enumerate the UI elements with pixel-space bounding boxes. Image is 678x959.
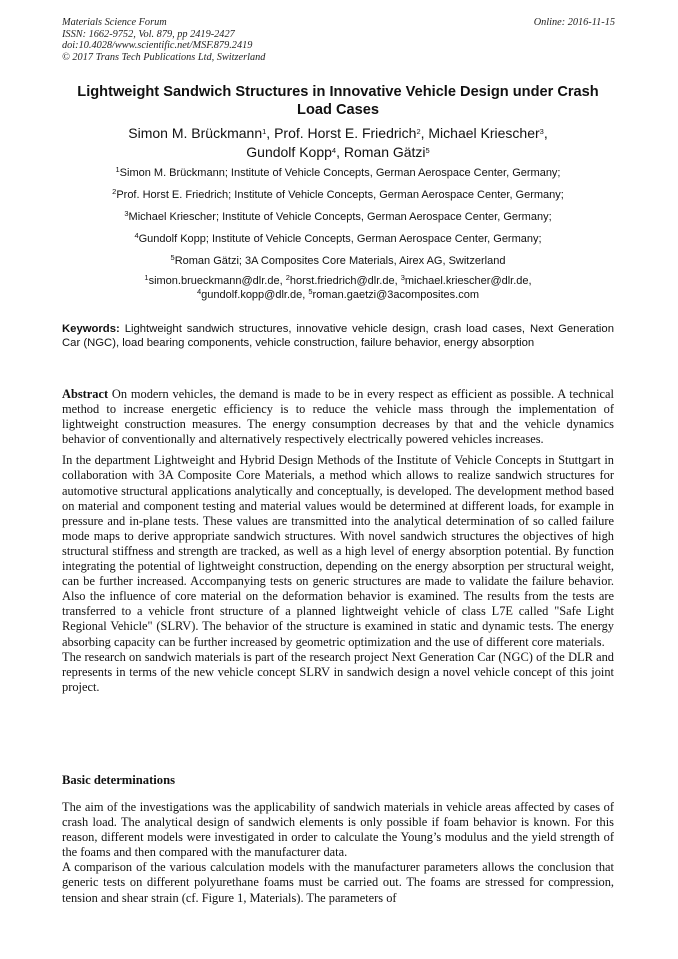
- doi-link[interactable]: doi:10.4028/www.scientific.net/MSF.879.2419: [62, 40, 253, 52]
- author-name: Roman Gätzi: [343, 144, 426, 160]
- affiliation-sup: 2: [112, 186, 117, 196]
- email-sup: 1: [144, 273, 149, 283]
- author-name: Prof. Horst E. Friedrich: [274, 125, 417, 141]
- affiliation: [62, 166, 614, 188]
- email-sup: 5: [308, 286, 313, 296]
- abstract-paragraph: In the department Lightweight and Hybrid Design Methods of the Institute of Vehicle Concepts in Stuttgart in collaboration with 3A Composite Core Materials, a method which allows to realize sandwich structures for automotive structural applications analytically and conceptually, is developed. The development method based on material and component testing and material values would be determined at different loads, for example in pressure and in-plane tests. These values are transmitted into the analytical determination of so called failure mode maps to derive appropriate sandwich structures. With novel sandwich structures the objectives of high structural stiffness and strength are tracked, as well as a high level of energy absorption potential. By function integrating the potential of lightweight construction, depending on the energy absorption per structural weight, can be further increased. Accompanying tests on generic structures are made to validate the failure behavior. Also the influence of core material on the deformation behavior is examined. The results from the tests are transferred to a vehicle front structure of a planned lightweight vehicle of class L7E called "Safe Light Regional Vehicle" (SLRV). The behavior of the structure is examined in static and dynamic tests. The energy absorbing capacity can be further increased by geometric optimization and the use of different core materials.: [62, 453, 614, 649]
- author-sup: 5: [425, 146, 430, 155]
- body-paragraph: The aim of the investigations was the applicability of sandwich materials in vehicle areas affected by cases of crash load. The analytical design of sandwich elements is only possible if foam behavior is known. For this reason, different models were investigated in order to calculate the Young’s modulus and the yield strength of the foams and then compared with the manufacturer data.: [62, 800, 614, 860]
- author-sep: ,: [336, 144, 344, 160]
- author-name: Simon M. Brückmann: [128, 125, 263, 141]
- author-sup: 2: [416, 127, 421, 136]
- journal-meta: [62, 17, 265, 63]
- body-paragraph: A comparison of the various calculation models with the manufacturer parameters allows the conclusion that generic tests on different polyurethane foams must be carried out. The foams are stressed for compression, tension and shear strain (cf. Figure 1, Materials). The parameters of: [62, 860, 614, 905]
- email-sup: 2: [285, 273, 290, 283]
- affiliation-sup: 4: [134, 230, 139, 240]
- affiliation: [62, 188, 614, 210]
- issn-line: ISSN: 1662-9752, Vol. 879, pp 2419-2427: [62, 28, 235, 40]
- copyright-line: © 2017 Trans Tech Publications Ltd, Switzerland: [62, 51, 266, 63]
- affiliation-text: Prof. Horst E. Friedrich; Institute of Vehicle Concepts, German Aerospace Center, Germany;: [116, 188, 564, 201]
- abstract-section: [62, 387, 614, 695]
- paper-title: Lightweight Sandwich Structures in Innovative Vehicle Design under Crash Load Cases: [77, 84, 599, 118]
- email-sup: 4: [197, 286, 202, 296]
- affiliation: [62, 232, 614, 254]
- affiliation-text: Simon M. Brückmann; Institute of Vehicle Concepts, German Aerospace Center, Germany;: [119, 167, 561, 179]
- author-sup: 4: [331, 146, 337, 155]
- affiliation-list: [62, 166, 614, 302]
- author-sup: 1: [262, 127, 267, 136]
- basic-section: [62, 800, 614, 906]
- author-sep: ,: [543, 125, 548, 141]
- author-name: Michael Kriescher: [428, 125, 540, 141]
- author-name: Gundolf Kopp: [246, 144, 332, 160]
- email-link[interactable]: simon.brueckmann@dlr.de,: [148, 275, 286, 288]
- affiliation: [62, 254, 614, 276]
- keywords-label: Keywords:: [62, 323, 120, 335]
- email-link[interactable]: horst.friedrich@dlr.de,: [289, 275, 401, 288]
- keywords-text: Lightweight sandwich structures, innovative vehicle design, crash load cases, Next Generation Car (NGC), load bearing components, vehicle construction, failure behavior, energy absorption: [62, 323, 614, 350]
- affiliation-text: Michael Kriescher; Institute of Vehicle Concepts, German Aerospace Center, Germany;: [128, 210, 552, 223]
- email-link[interactable]: roman.gaetzi@3acomposites.com: [312, 288, 479, 301]
- abstract-text: On modern vehicles, the demand is made to be in every respect as efficient as possible. A technical method to increase energetic efficiency is to reduce the vehicle mass through the implementation of lightweight construction measures. The energy consumption decreases by that and the vehicle dynamics behavior of conventionally and alternatively respectively electrically powered vehicles increases.: [62, 387, 614, 447]
- email-link[interactable]: gundolf.kopp@dlr.de,: [201, 288, 309, 301]
- affiliation-text: Roman Gätzi; 3A Composites Core Materials, Airex AG, Switzerland: [174, 254, 506, 267]
- author-sep: ,: [420, 125, 429, 141]
- affiliation: [62, 210, 614, 232]
- abstract-paragraph: The research on sandwich materials is part of the research project Next Generation Car (NGC) of the DLR and represents in terms of the new vehicle concept SLRV in sandwich design a novel vehicle concept of this joint project.: [62, 649, 614, 694]
- author-sep: ,: [266, 125, 275, 141]
- journal-name: Materials Science Forum: [62, 17, 167, 28]
- keywords: [62, 322, 614, 350]
- affiliation-text: Gundolf Kopp; Institute of Vehicle Concepts, German Aerospace Center, Germany;: [138, 232, 542, 245]
- affiliation-sup: 5: [170, 252, 175, 262]
- affiliation-sup: 3: [124, 208, 129, 218]
- email-sup: 3: [400, 273, 405, 283]
- author-sup: 3: [539, 127, 544, 136]
- affiliation-sup: 1: [115, 165, 120, 174]
- abstract-paragraph: [62, 387, 614, 447]
- section-heading: Basic determinations: [62, 773, 175, 787]
- author-list: [62, 124, 614, 162]
- email-link[interactable]: michael.kriescher@dlr.de,: [404, 275, 532, 288]
- online-date: Online: 2016-11-15: [533, 17, 615, 28]
- abstract-label: Abstract: [62, 387, 109, 401]
- email-list: [62, 275, 614, 302]
